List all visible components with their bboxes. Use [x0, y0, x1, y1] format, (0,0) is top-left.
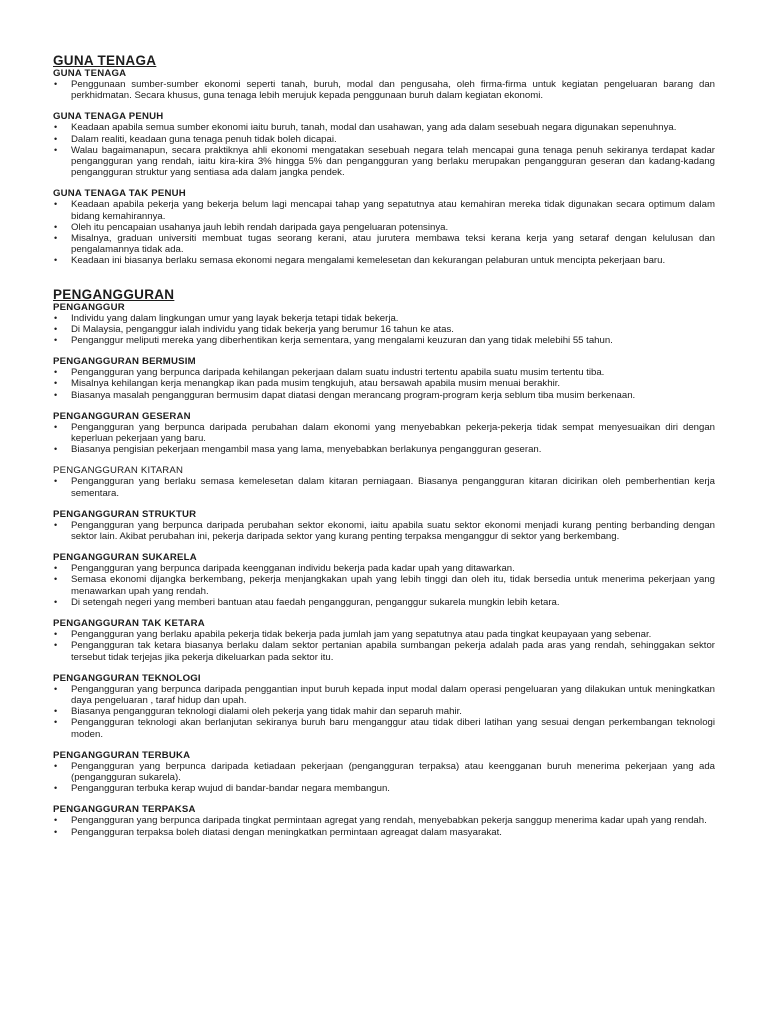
subsection-heading: GUNA TENAGA TAK PENUH	[53, 188, 186, 200]
list-item-text: Keadaan apabila semua sumber ekonomi iaitu buruh, tanah, modal dan usahawan, yang ada dalam sesebuah negara digunakan sepenuhnya.	[71, 122, 677, 134]
bullet-icon: •	[54, 640, 58, 651]
list-item	[53, 574, 715, 596]
list-item-text: Misalnya, graduan universiti membuat tugas seorang kerani, atau jurutera membawa teksi kerana kerja yang setaraf dengan kelulusan dan pengalamannya tidak ada.	[71, 233, 715, 256]
bullet-icon: •	[54, 255, 58, 266]
list-item	[53, 563, 715, 574]
list-item-text: Pengangguran yang berpunca daripada ketiadaan pekerjaan (pengangguran terpaksa) atau keengganan buruh menerima pekerjaan yang ada (pengangguran sukarela).	[71, 760, 715, 783]
list-item	[53, 422, 715, 444]
bullet-icon: •	[54, 683, 58, 694]
subsection-heading: GUNA TENAGA	[53, 68, 127, 79]
bullet-icon: •	[54, 563, 58, 574]
list-item	[53, 390, 715, 401]
list-item-text: Pengangguran yang berpunca daripada penggantian input buruh kepada input modal dalam operasi pengeluaran yang dilakukan untuk meningkatkan daya pengeluaran , taraf hidup dan upah.	[71, 683, 715, 706]
bullet-list	[53, 422, 715, 456]
bullet-list	[53, 199, 715, 266]
list-item-text: Misalnya kehilangan kerja menangkap ikan pada musim tengkujuh, atau bersawah apabila musim menuai berakhir.	[71, 378, 561, 390]
bullet-icon: •	[54, 389, 58, 400]
list-item	[53, 324, 715, 335]
list-item	[53, 629, 715, 640]
list-item-text: Pengangguran yang berlaku semasa kemelesetan dalam kitaran perniagaan. Biasanya pengangguran kitaran dicirikan oleh pemberhentian kerja sementara.	[71, 476, 715, 499]
list-item-text: Keadaan apabila pekerja yang bekerja belum lagi mencapai tahap yang sepatutnya atau kemahiran mereka tidak digunakan secara optimum dalam bidang kemahirannya.	[71, 199, 715, 222]
list-item-text: Pengangguran yang berlaku apabila pekerja tidak bekerja pada jumlah jam yang sepatutnya atau pada tingkat keupayaan yang sebenar.	[71, 629, 652, 641]
bullet-icon: •	[54, 826, 58, 837]
subsection-heading: PENGANGGURAN STRUKTUR	[53, 508, 197, 520]
subsection-pengangguran-geseran	[53, 411, 715, 456]
list-item	[53, 717, 715, 739]
list-item	[53, 783, 715, 794]
bullet-icon: •	[54, 717, 58, 728]
subsection-heading: PENGANGGURAN TEKNOLOGI	[53, 672, 201, 684]
subsection-pengangguran-terbuka	[53, 750, 715, 795]
list-item-text: Penggunaan sumber-sumber ekonomi seperti tanah, buruh, modal dan pengusaha, oleh firma-firma untuk kegiatan pengeluaran barang dan perkhidmatan. Secara khusus, guna tenaga lebih merujuk kepada penggunaan buruh dalam kegiatan ekonomi.	[71, 79, 715, 102]
list-item	[53, 520, 715, 542]
bullet-icon: •	[54, 706, 58, 717]
bullet-list	[53, 684, 715, 740]
bullet-list	[53, 79, 715, 101]
document-body	[53, 53, 715, 838]
list-item-text: Pengangguran yang berpunca daripada tingkat permintaan agregat yang rendah, menyebabkan pekerja sanggup menerima kadar upah yang rendah.	[71, 815, 707, 827]
subsection-heading: PENGANGGUR	[53, 301, 125, 313]
list-item-text: Individu yang dalam lingkungan umur yang layak bekerja tetapi tidak bekerja.	[71, 312, 399, 324]
list-item-text: Pengangguran yang berpunca daripada kehilangan pekerjaan dalam suatu industri tertentu apabila suatu musim tertentu tiba.	[71, 367, 605, 379]
bullet-list	[53, 563, 715, 608]
list-item	[53, 367, 715, 378]
list-item-text: Keadaan ini biasanya berlaku semasa ekonomi negara mengalami kemelesetan dan kekurangan pelaburan untuk mencipta pekerjaan baru.	[71, 255, 666, 267]
subsection-heading: PENGANGGURAN GESERAN	[53, 410, 191, 422]
subsection-pengangguran-struktur	[53, 509, 715, 542]
subsection-guna-tenaga-penuh	[53, 111, 715, 178]
bullet-icon: •	[54, 760, 58, 771]
subsection-guna-tenaga	[53, 68, 715, 101]
bullet-list	[53, 122, 715, 178]
bullet-icon: •	[54, 367, 58, 378]
bullet-icon: •	[54, 629, 58, 640]
list-item	[53, 815, 715, 826]
bullet-list	[53, 629, 715, 663]
list-item-text: Pengangguran teknologi akan berlanjutan sekiranya buruh baru menganggur atau tidak diberi latihan yang sesuai dengan perkembangan teknologi moden.	[71, 717, 715, 740]
list-item	[53, 122, 715, 133]
bullet-icon: •	[54, 476, 58, 487]
bullet-icon: •	[54, 378, 58, 389]
list-item	[53, 444, 715, 455]
list-item-text: Oleh itu pencapaian usahanya jauh lebih rendah daripada gaya pengeluaran potensinya.	[71, 221, 449, 233]
section-title-guna-tenaga: GUNA TENAGA	[53, 53, 157, 68]
subsection-heading: PENGANGGURAN TERBUKA	[53, 749, 191, 761]
list-item	[53, 597, 715, 608]
list-item	[53, 640, 715, 662]
bullet-icon: •	[54, 122, 58, 133]
bullet-list	[53, 761, 715, 795]
subsection-guna-tenaga-tak-penuh	[53, 188, 715, 266]
list-item	[53, 222, 715, 233]
subsection-penganggur	[53, 302, 715, 347]
bullet-list	[53, 476, 715, 498]
subsection-pengangguran-bermusim	[53, 356, 715, 401]
list-item-text: Dalam realiti, keadaan guna tenaga penuh tidak boleh dicapai.	[71, 133, 337, 145]
subsection-pengangguran-terpaksa	[53, 804, 715, 837]
list-item-text: Semasa ekonomi dijangka berkembang, pekerja menjangkakan upah yang lebih tinggi dan oleh itu, tidak bersedia untuk menerima pekerjaan yang menawarkan upah yang rendah.	[71, 574, 715, 597]
list-item-text: Pengangguran terbuka kerap wujud di bandar-bandar negara membangun.	[71, 783, 390, 795]
list-item-text: Di Malaysia, penganggur ialah individu yang tidak bekerja yang berumur 16 tahun ke atas.	[71, 323, 454, 335]
subsection-heading: PENGANGGURAN KITARAN	[53, 465, 184, 477]
list-item-text: Biasanya pengisian pekerjaan mengambil masa yang lama, menyebabkan berlakunya pengangguran geseran.	[71, 444, 542, 456]
bullet-icon: •	[54, 133, 58, 144]
bullet-icon: •	[54, 323, 58, 334]
list-item-text: Biasanya pengangguran teknologi dialami oleh pekerja yang tidak mahir dan separuh mahir.	[71, 706, 462, 718]
list-item-text: Pengangguran yang berpunca daripada perubahan sektor ekonomi, iaitu apabila suatu sektor ekonomi menjadi kurang penting berbanding dengan sektor lain. Akibat perubahan ini, pekerja daripada sektor yang kurang penting terpaksa menganggur di sektor yang berkembang.	[71, 519, 715, 543]
bullet-icon: •	[54, 233, 58, 244]
bullet-icon: •	[54, 221, 58, 232]
list-item	[53, 684, 715, 706]
subsection-heading: PENGANGGURAN BERMUSIM	[53, 356, 196, 368]
list-item-text: Biasanya masalah pengangguran bermusim dapat diatasi dengan merancang program-program kerja seblum tiba musim berkenaan.	[71, 389, 636, 401]
list-item	[53, 827, 715, 838]
list-item	[53, 335, 715, 346]
list-item-text: Pengangguran yang berpunca daripada keengganan individu bekerja pada kadar upah yang ditawarkan.	[71, 563, 515, 575]
list-item-text: Di setengah negeri yang memberi bantuan atau faedah pengangguran, penganggur sukarela mungkin lebih ketara.	[71, 596, 560, 608]
bullet-icon: •	[54, 596, 58, 607]
bullet-icon: •	[54, 574, 58, 585]
bullet-icon: •	[54, 421, 58, 432]
subsection-heading: PENGANGGURAN TAK KETARA	[53, 618, 205, 630]
list-item-text: Pengangguran yang berpunca daripada perubahan dalam ekonomi yang menyebabkan pekerja-pekerja tidak sempat menyesuaikan diri dengan keperluan pekerjaan yang baru.	[71, 421, 715, 445]
list-item	[53, 233, 715, 255]
subsection-pengangguran-tak-ketara	[53, 618, 715, 663]
subsection-pengangguran-teknologi	[53, 673, 715, 740]
bullet-icon: •	[54, 312, 58, 323]
subsection-heading: GUNA TENAGA PENUH	[53, 111, 164, 123]
list-item-text: Walau bagaimanapun, secara praktiknya ahli ekonomi mengatakan sesebuah negara telah mencapai guna tenaga penuh sekiranya terdapat kadar pengangguran yang rendah, iaitu kira-kira 3% hingga 5% dan pengangguran yang berlaku merupakan pengangguran geseran dan kadang-kadang pengangguran struktur yang sentiasa ada dalam jangka pendek.	[71, 144, 715, 179]
list-item-text: Penganggur meliputi mereka yang diberhentikan kerja sementara, yang mengalami keuzuran dan yang tidak melebihi 55 tahun.	[71, 335, 613, 347]
bullet-icon: •	[54, 199, 58, 210]
list-item	[53, 378, 715, 389]
list-item	[53, 706, 715, 717]
list-item	[53, 145, 715, 179]
bullet-list	[53, 367, 715, 401]
subsection-heading: PENGANGGURAN TERPAKSA	[53, 804, 196, 816]
bullet-list	[53, 520, 715, 542]
list-item	[53, 199, 715, 221]
bullet-icon: •	[54, 144, 58, 155]
list-item	[53, 79, 715, 101]
bullet-icon: •	[54, 444, 58, 455]
list-item	[53, 255, 715, 266]
bullet-icon: •	[54, 335, 58, 346]
list-item	[53, 313, 715, 324]
subsection-pengangguran-sukarela	[53, 552, 715, 608]
list-item	[53, 761, 715, 783]
subsection-heading: PENGANGGURAN SUKARELA	[53, 552, 197, 564]
section-title-pengangguran: PENGANGGURAN	[53, 286, 175, 302]
list-item-text: Pengangguran terpaksa boleh diatasi dengan meningkatkan permintaan agreagat dalam masyarakat.	[71, 826, 502, 838]
bullet-icon: •	[54, 783, 58, 794]
bullet-icon: •	[54, 79, 58, 89]
subsection-pengangguran-kitaran	[53, 465, 715, 498]
bullet-icon: •	[54, 519, 58, 530]
bullet-list	[53, 815, 715, 837]
bullet-list	[53, 313, 715, 347]
bullet-icon: •	[54, 815, 58, 826]
list-item	[53, 476, 715, 498]
list-item-text: Pengangguran tak ketara biasanya berlaku dalam sektor pertanian apabila sumbangan pekerja adalah pada aras yang rendah, sehinggakan sektor tersebut tidak terjejas jika pekerja dikeluarkan pada sektor itu.	[71, 640, 715, 663]
list-item	[53, 134, 715, 145]
